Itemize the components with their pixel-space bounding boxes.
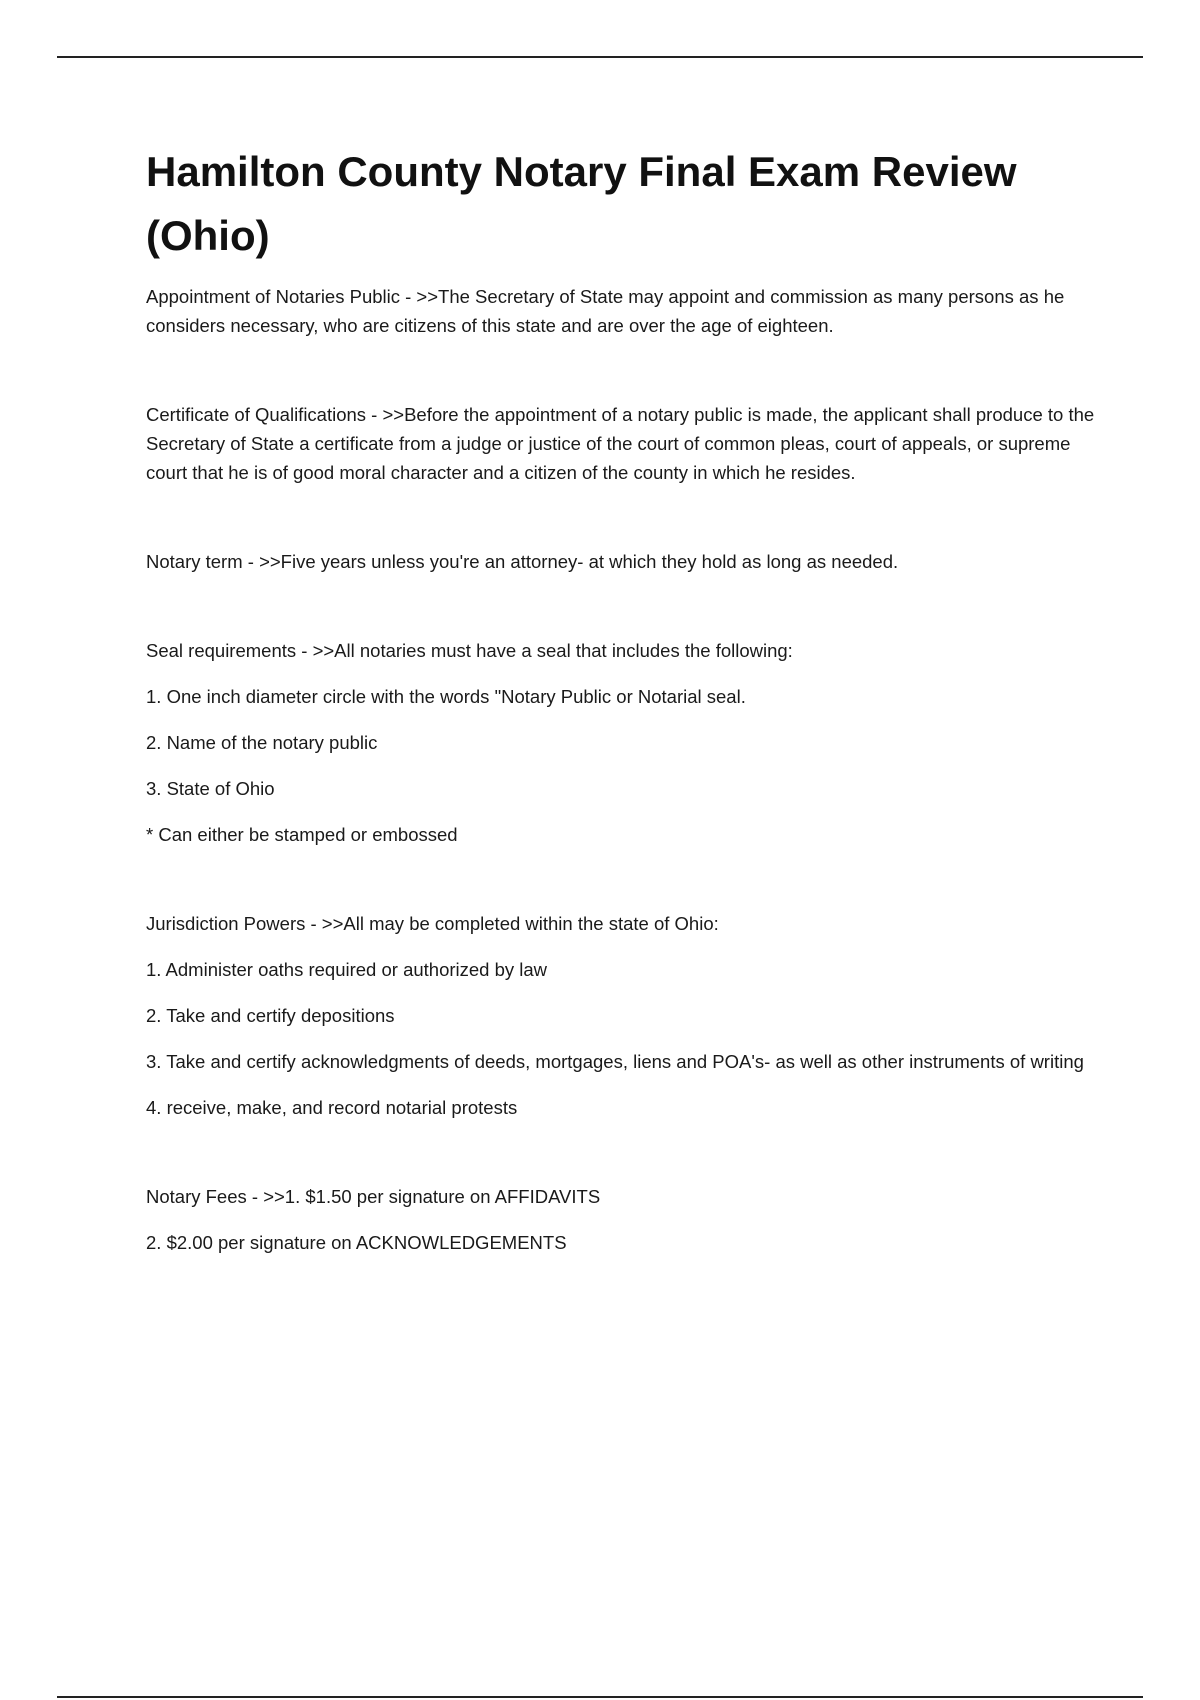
entry-text: Jurisdiction Powers - >>All may be completed within the state of Ohio: <box>146 913 719 934</box>
entry-text: Notary Fees - >>1. $1.50 per signature on AFFIDAVITS <box>146 1186 601 1207</box>
list-item: 3. Take and certify acknowledgments of deeds, mortgages, liens and POA's- as well as other instruments of writing <box>146 1051 1084 1072</box>
bottom-rule <box>57 1696 1143 1698</box>
entry-jurisdiction-powers <box>146 909 1096 1122</box>
entry-certificate-of-qualifications <box>146 400 1096 487</box>
document-body <box>146 140 1096 1317</box>
entry-text: Seal requirements - >>All notaries must have a seal that includes the following: <box>146 640 793 661</box>
list-item: 2. Take and certify depositions <box>146 1005 395 1026</box>
list-item: 1. One inch diameter circle with the words "Notary Public or Notarial seal. <box>146 686 746 707</box>
top-rule <box>57 56 1143 58</box>
entry-text: Appointment of Notaries Public - >>The Secretary of State may appoint and commission as many persons as he considers necessary, who are citizens of this state and are over the age of eighteen. <box>146 286 1065 336</box>
document-title <box>146 140 1096 268</box>
list-item: 1. Administer oaths required or authorized by law <box>146 959 548 980</box>
list-item: 4. receive, make, and record notarial protests <box>146 1097 518 1118</box>
list-item: 2. $2.00 per signature on ACKNOWLEDGEMENTS <box>146 1232 567 1253</box>
entry-notary-term <box>146 547 1096 576</box>
entry-notary-fees <box>146 1182 1096 1257</box>
list-item: 3. State of Ohio <box>146 778 275 799</box>
list-note: * Can either be stamped or embossed <box>146 824 458 845</box>
list-item: 2. Name of the notary public <box>146 732 378 753</box>
entry-text: Certificate of Qualifications - >>Before the appointment of a notary public is made, the applicant shall produce to the Secretary of State a certificate from a judge or justice of the court of common pleas, court of appeals, or supreme court that he is of good moral character and a citizen of the county in which he resides. <box>146 404 1095 483</box>
entry-appointment <box>146 282 1096 340</box>
entry-seal-requirements <box>146 636 1096 849</box>
title-line-2: (Ohio) <box>146 212 270 259</box>
entry-text: Notary term - >>Five years unless you're an attorney- at which they hold as long as needed. <box>146 551 899 572</box>
title-line-1: Hamilton County Notary Final Exam Review <box>146 148 1017 195</box>
